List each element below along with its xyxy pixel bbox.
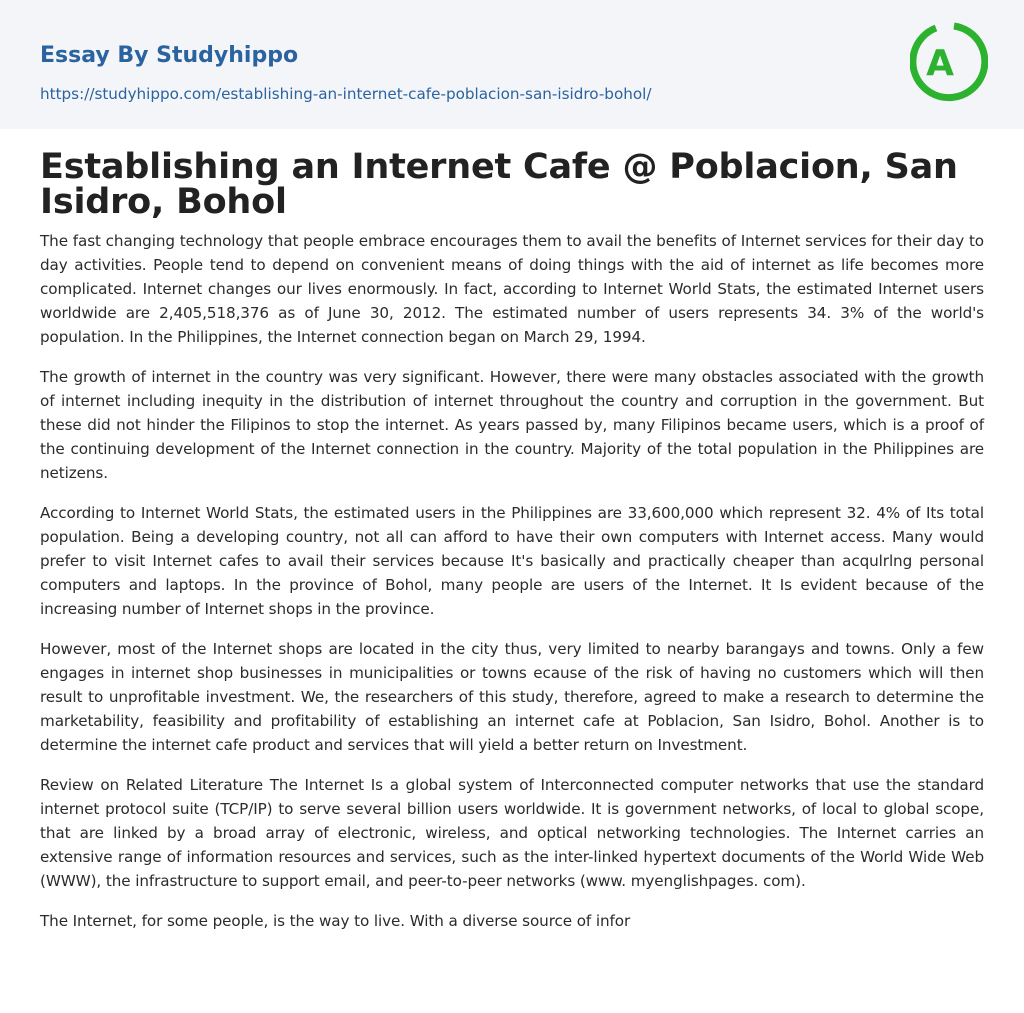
article-url-link[interactable]: https://studyhippo.com/establishing-an-internet-cafe-poblacion-san-isidro-bohol/ <box>40 85 652 103</box>
paragraph: The Internet, for some people, is the way to live. With a diverse source of infor <box>40 912 631 930</box>
paragraph: The growth of internet in the country was very significant. However, there were many obstacles associated with the growth of internet including inequity in the distribution of internet throughout the country and corruption in the government. But these did not hinder the Filipinos to stop the internet. As years passed by, many Filipinos became users, which is a proof of the continuing development of the Internet connection in the country. Majority of the total population in the Philippines are netizens. <box>40 368 984 482</box>
paragraph: According to Internet World Stats, the estimated users in the Philippines are 33,600,000 which represent 32. 4% of Its total population. Being a developing country, not all can afford to have their own computers with Internet access. Many would prefer to visit Internet cafes to avail their services because It's basically and practically cheaper than acqulrlng personal computers and laptops. In the province of Bohol, many people are users of the Internet. It Is evident because of the increasing number of Internet shops in the province. <box>40 504 984 618</box>
site-header <box>0 0 1024 129</box>
brand-title[interactable]: Essay By Studyhippo <box>40 43 299 68</box>
article-title: Establishing an Internet Cafe @ Poblacion, San Isidro, Bohol <box>40 147 958 222</box>
article-body <box>40 229 984 949</box>
logo-letter: A <box>926 43 954 84</box>
logo-icon[interactable] <box>910 18 988 106</box>
paragraph: Review on Related Literature The Internet Is a global system of Interconnected computer networks that use the standard internet protocol suite (TCP/IP) to serve several billion users worldwide. It is government networks, of local to global scope, that are linked by a broad array of electronic, wireless, and optical networking technologies. The Internet carries an extensive range of information resources and services, such as the inter-linked hypertext documents of the World Wide Web (WWW), the infrastructure to support email, and peer-to-peer networks (www. myenglishpages. com). <box>40 776 984 890</box>
paragraph: The fast changing technology that people embrace encourages them to avail the benefits of Internet services for their day to day activities. People tend to depend on convenient means of doing things with the aid of internet as life becomes more complicated. Internet changes our lives enormously. In fact, according to Internet World Stats, the estimated Internet users worldwide are 2,405,518,376 as of June 30, 2012. The estimated number of users represents 34. 3% of the world's population. In the Philippines, the Internet connection began on March 29, 1994. <box>40 232 984 346</box>
paragraph: However, most of the Internet shops are located in the city thus, very limited to nearby barangays and towns. Only a few engages in internet shop businesses in municipalities or towns ecause of the risk of having no customers which will then result to unprofitable investment. We, the researchers of this study, therefore, agreed to make a research to determine the marketability, feasibility and profitability of establishing an internet cafe at Poblacion, San Isidro, Bohol. Another is to determine the internet cafe product and services that will yield a better return on Investment. <box>40 640 984 754</box>
